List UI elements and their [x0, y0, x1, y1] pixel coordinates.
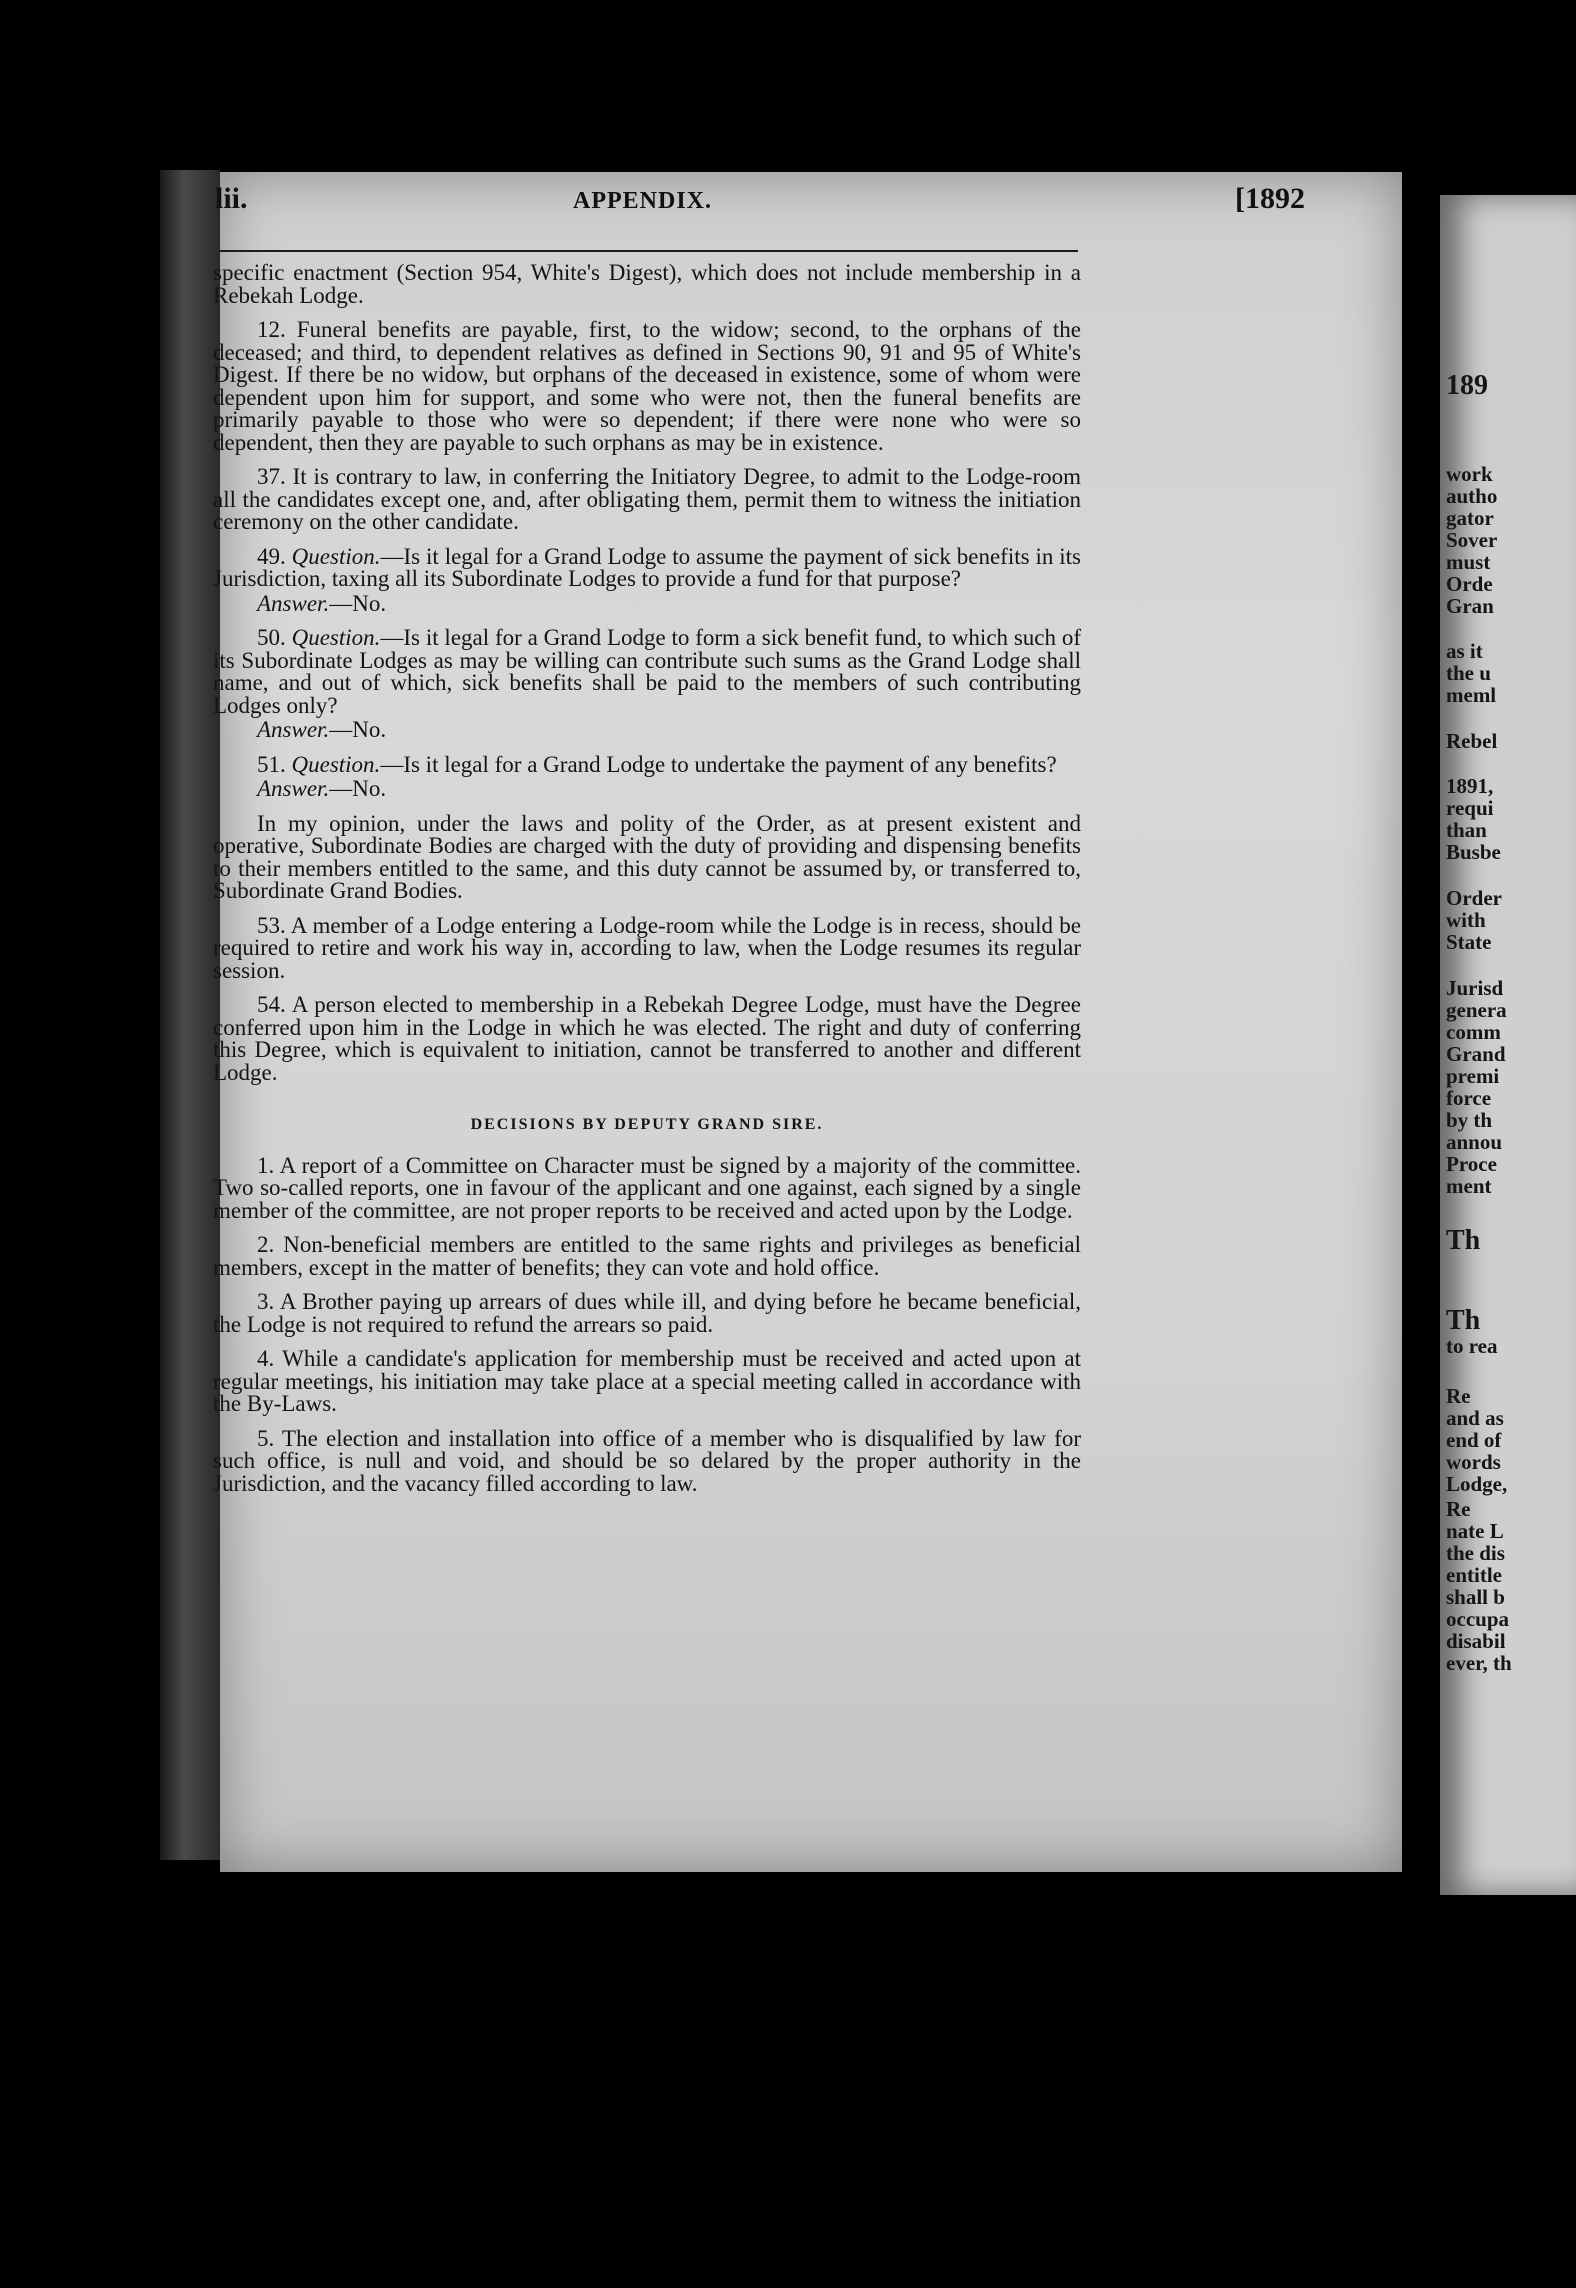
facing-page-fragment: Proce [1446, 1152, 1497, 1176]
facing-page-fragment: comm [1446, 1020, 1501, 1044]
book-gutter [160, 170, 220, 1860]
decision-4: 4. While a candidate's application for membership must be received and acted upon at regular meetings, his initiation may take place at a special meeting called in accordance with the By-Laws. [213, 1346, 1081, 1416]
answer-50-text: —No. [329, 717, 387, 742]
answer-50-label: Answer. [257, 717, 330, 742]
question-49-label: Question. [291, 543, 381, 569]
page-number: lii. [215, 182, 248, 215]
facing-page-fragment: Busbe [1446, 840, 1501, 864]
header-rule [220, 250, 1078, 252]
answer-49-label: Answer. [257, 590, 330, 616]
facing-page-fragment: 189 [1446, 370, 1488, 401]
decision-5: 5. The election and installation into office of a member who is disqualified by law for such office, is null and void, and should be so delared by the proper authority in the Jurisdiction, and the vacancy filled according to law. [213, 1425, 1081, 1496]
answer-50 [213, 719, 1081, 742]
facing-page-fragment: force [1446, 1086, 1492, 1110]
facing-page-fragment: than [1446, 818, 1487, 842]
question-51-number: 51. [257, 751, 286, 777]
opinion-paragraph: In my opinion, under the laws and polity of the Order, as at present existent and operative, Subordinate Bodies are charged with the duty of providing and dispensing benefits to their members entitled to the same, and this duty cannot be assumed by, or transferred to, Subordinate Grand Bodies. [213, 810, 1081, 903]
running-head [215, 182, 1305, 232]
question-50-label: Question. [291, 625, 381, 650]
facing-page-fragment: Order [1446, 886, 1502, 910]
facing-page-fragment: State [1446, 930, 1492, 954]
facing-page-fragment: the u [1446, 661, 1491, 685]
facing-page-fragment: as it [1446, 639, 1483, 663]
facing-page-fragment: must [1446, 550, 1491, 574]
facing-page-fragment: Th [1446, 1305, 1481, 1336]
facing-page-fragment: Lodge, [1446, 1472, 1508, 1496]
facing-page-fragment: ever, th [1446, 1651, 1512, 1675]
decision-2: 2. Non-beneficial members are entitled to the same rights and privileges as beneficial members, except in the matter of benefits; they can vote and hold office. [213, 1232, 1081, 1280]
facing-page-fragment: Re [1446, 1497, 1471, 1521]
running-year: [1892 [1235, 182, 1305, 215]
facing-page-fragment: Sover [1446, 528, 1498, 552]
page-body [213, 262, 1081, 1507]
facing-page-fragment: premi [1446, 1064, 1500, 1088]
section-heading: DECISIONS BY DEPUTY GRAND SIRE. [470, 1116, 824, 1133]
facing-page-fragment: disabil [1446, 1629, 1506, 1653]
facing-page-fragment: 1891, [1446, 774, 1494, 798]
facing-page-fragment: gator [1446, 506, 1494, 530]
question-50-number: 50. [257, 625, 286, 650]
decision-3: 3. A Brother paying up arrears of dues while ill, and dying before he became beneficial, the Lodge is not required to refund the arrears so paid. [213, 1289, 1081, 1337]
question-49 [213, 543, 1082, 591]
facing-page-fragment: end of [1446, 1428, 1502, 1452]
answer-51-text: —No. [329, 776, 387, 801]
question-49-number: 49. [257, 543, 286, 569]
facing-page-fragment: Orde [1446, 572, 1493, 596]
facing-page-fragment: words [1446, 1450, 1501, 1474]
answer-49 [213, 590, 1081, 616]
question-51-label: Question. [291, 751, 381, 777]
facing-page-fragment: Th [1446, 1225, 1481, 1256]
paragraph-12: 12. Funeral benefits are payable, first, to the widow; second, to the orphans of the deceased; and third, to dependent relatives as defined in Sections 90, 91 and 95 of White's Digest. If there be no widow, but orphans of the deceased in existence, some of whom were dependent upon him for support, and some who were not, then the funeral benefits are primarily payable to those who were so dependent; if there were none who were so dependent, then they are payable to such orphans as may be in existence. [213, 317, 1081, 455]
paragraph-continuation: specific enactment (Section 954, White's Digest), which does not include membership in a Rebekah Lodge. [213, 260, 1081, 308]
question-51 [213, 751, 1081, 777]
answer-51-label: Answer. [257, 776, 330, 801]
facing-page-fragment: with [1446, 908, 1486, 932]
facing-page-fragment: Jurisd [1446, 976, 1504, 1000]
facing-page-fragment: genera [1446, 998, 1507, 1022]
facing-page-fragment: ment [1446, 1174, 1492, 1198]
facing-page-fragment: shall b [1446, 1585, 1505, 1609]
facing-page-fragment: Re [1446, 1384, 1471, 1408]
paragraph-54: 54. A person elected to membership in a Rebekah Degree Lodge, must have the Degree conferred upon him in the Lodge in which he was elected. The right and duty of conferring this Degree, which is equivalent to initiation, cannot be transferred to another and different Lodge. [213, 992, 1081, 1085]
facing-page-fragment: Rebel [1446, 729, 1498, 753]
decision-1: 1. A report of a Committee on Character must be signed by a majority of the committee. Two so-called reports, one in favour of the applicant and one against, each signed by a single member of the committee, are not proper reports to be received and acted upon by the Lodge. [213, 1152, 1081, 1223]
facing-page-fragment: and as [1446, 1406, 1504, 1430]
facing-page-fragment: Grand [1446, 1042, 1506, 1066]
facing-page-edge [1440, 195, 1576, 1895]
facing-page-fragment: entitle [1446, 1563, 1502, 1587]
facing-page-fragment: autho [1446, 484, 1498, 508]
facing-page-fragment: meml [1446, 683, 1497, 707]
question-49-text: —Is it legal for a Grand Lodge to assume the payment of sick benefits in its Jurisdiction, taxing all its Subordinate Lodges to provide a fund for that purpose? [213, 543, 1082, 591]
running-title: APPENDIX. [573, 188, 712, 214]
facing-page-fragment: nate L [1446, 1519, 1504, 1543]
answer-49-text: —No. [329, 590, 387, 616]
paragraph-53: 53. A member of a Lodge entering a Lodge-room while the Lodge is in recess, should be required to retire and work his way in, according to law, when the Lodge resumes its regular session. [213, 912, 1081, 983]
question-51-text: —Is it legal for a Grand Lodge to undertake the payment of any benefits? [380, 751, 1057, 777]
facing-page-fragment: annou [1446, 1130, 1503, 1154]
question-50-text: —Is it legal for a Grand Lodge to form a sick benefit fund, to which such of its Subordinate Lodges as may be willing can contribute such sums as the Grand Lodge shall name, and out of which, sick benefits shall be paid to the members of such contributing Lodges only? [213, 625, 1081, 718]
facing-page-fragment: requi [1446, 796, 1494, 820]
facing-page-fragment: occupa [1446, 1607, 1509, 1631]
facing-page-fragment: to rea [1446, 1334, 1498, 1358]
facing-page-fragment: by th [1446, 1108, 1493, 1132]
facing-page-fragment: Gran [1446, 594, 1494, 618]
facing-page-fragment: work [1446, 462, 1493, 486]
question-50 [213, 627, 1081, 717]
facing-page-fragment: the dis [1446, 1541, 1505, 1565]
answer-51 [213, 778, 1081, 801]
paragraph-37: 37. It is contrary to law, in conferring the Initiatory Degree, to admit to the Lodge-room all the candidates except one, and, after obligating them, permit them to witness the initiation ceremony on the other candidate. [213, 464, 1081, 534]
